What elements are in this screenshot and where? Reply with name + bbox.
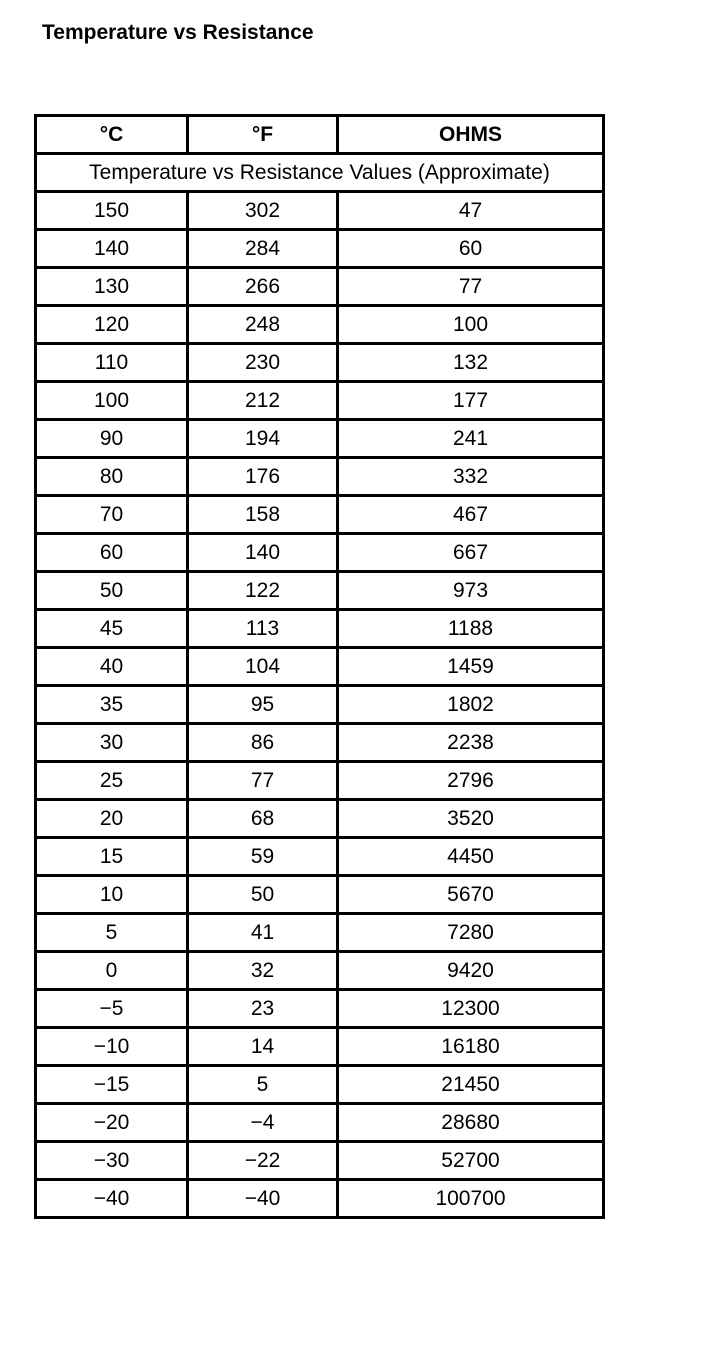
table-row (36, 876, 604, 914)
table-caption: Temperature vs Resistance Values (Approximate) (36, 154, 604, 192)
temperature-resistance-table (34, 114, 605, 1219)
cell-fahrenheit: 50 (188, 876, 338, 914)
table-row (36, 420, 604, 458)
cell-ohms: 9420 (338, 952, 604, 990)
cell-ohms: 467 (338, 496, 604, 534)
cell-celsius: 120 (36, 306, 188, 344)
cell-celsius: 15 (36, 838, 188, 876)
cell-celsius: 150 (36, 192, 188, 230)
cell-fahrenheit: 32 (188, 952, 338, 990)
cell-celsius: 70 (36, 496, 188, 534)
cell-ohms: 100700 (338, 1180, 604, 1218)
cell-celsius: −40 (36, 1180, 188, 1218)
cell-fahrenheit: 59 (188, 838, 338, 876)
cell-celsius: 20 (36, 800, 188, 838)
cell-ohms: 28680 (338, 1104, 604, 1142)
cell-fahrenheit: 95 (188, 686, 338, 724)
cell-fahrenheit: 176 (188, 458, 338, 496)
cell-ohms: 1459 (338, 648, 604, 686)
cell-fahrenheit: −22 (188, 1142, 338, 1180)
table-row (36, 914, 604, 952)
table-row (36, 990, 604, 1028)
cell-fahrenheit: −4 (188, 1104, 338, 1142)
cell-fahrenheit: 266 (188, 268, 338, 306)
cell-fahrenheit: 122 (188, 572, 338, 610)
table-row (36, 268, 604, 306)
cell-celsius: 60 (36, 534, 188, 572)
cell-celsius: 90 (36, 420, 188, 458)
table-row (36, 496, 604, 534)
cell-fahrenheit: 41 (188, 914, 338, 952)
cell-ohms: 47 (338, 192, 604, 230)
cell-celsius: 130 (36, 268, 188, 306)
table-row (36, 534, 604, 572)
cell-celsius: −10 (36, 1028, 188, 1066)
cell-fahrenheit: −40 (188, 1180, 338, 1218)
cell-fahrenheit: 86 (188, 724, 338, 762)
table-row (36, 1104, 604, 1142)
cell-fahrenheit: 284 (188, 230, 338, 268)
table-row (36, 648, 604, 686)
cell-ohms: 12300 (338, 990, 604, 1028)
cell-fahrenheit: 194 (188, 420, 338, 458)
cell-fahrenheit: 248 (188, 306, 338, 344)
cell-celsius: −20 (36, 1104, 188, 1142)
cell-celsius: 45 (36, 610, 188, 648)
cell-celsius: 35 (36, 686, 188, 724)
cell-fahrenheit: 140 (188, 534, 338, 572)
cell-celsius: 0 (36, 952, 188, 990)
cell-celsius: 50 (36, 572, 188, 610)
cell-ohms: 241 (338, 420, 604, 458)
cell-fahrenheit: 104 (188, 648, 338, 686)
table-row (36, 230, 604, 268)
table-row (36, 1180, 604, 1218)
cell-ohms: 52700 (338, 1142, 604, 1180)
cell-ohms: 2238 (338, 724, 604, 762)
header-fahrenheit: °F (188, 116, 338, 154)
table-row (36, 724, 604, 762)
cell-ohms: 3520 (338, 800, 604, 838)
cell-celsius: 140 (36, 230, 188, 268)
cell-celsius: 100 (36, 382, 188, 420)
table-row (36, 610, 604, 648)
cell-fahrenheit: 23 (188, 990, 338, 1028)
page-title: Temperature vs Resistance (42, 21, 314, 44)
caption-row (36, 154, 604, 192)
cell-ohms: 5670 (338, 876, 604, 914)
table-row (36, 762, 604, 800)
cell-ohms: 1188 (338, 610, 604, 648)
cell-ohms: 132 (338, 344, 604, 382)
cell-ohms: 973 (338, 572, 604, 610)
cell-celsius: 10 (36, 876, 188, 914)
cell-fahrenheit: 158 (188, 496, 338, 534)
table-row (36, 800, 604, 838)
cell-ohms: 1802 (338, 686, 604, 724)
table-body (36, 192, 604, 1218)
cell-celsius: 25 (36, 762, 188, 800)
table-row (36, 952, 604, 990)
cell-ohms: 60 (338, 230, 604, 268)
table-row (36, 1028, 604, 1066)
cell-ohms: 100 (338, 306, 604, 344)
table-row (36, 686, 604, 724)
table-row (36, 1066, 604, 1104)
header-ohms: OHMS (338, 116, 604, 154)
cell-fahrenheit: 14 (188, 1028, 338, 1066)
table-row (36, 572, 604, 610)
table-row (36, 838, 604, 876)
cell-celsius: −15 (36, 1066, 188, 1104)
cell-fahrenheit: 230 (188, 344, 338, 382)
cell-ohms: 16180 (338, 1028, 604, 1066)
cell-celsius: 80 (36, 458, 188, 496)
cell-ohms: 7280 (338, 914, 604, 952)
table-row (36, 1142, 604, 1180)
cell-ohms: 667 (338, 534, 604, 572)
cell-celsius: 5 (36, 914, 188, 952)
cell-celsius: −30 (36, 1142, 188, 1180)
cell-celsius: 40 (36, 648, 188, 686)
header-row (36, 116, 604, 154)
table-row (36, 192, 604, 230)
cell-fahrenheit: 113 (188, 610, 338, 648)
cell-ohms: 77 (338, 268, 604, 306)
cell-ohms: 177 (338, 382, 604, 420)
table-row (36, 306, 604, 344)
table-row (36, 344, 604, 382)
cell-celsius: 30 (36, 724, 188, 762)
cell-fahrenheit: 212 (188, 382, 338, 420)
cell-ohms: 21450 (338, 1066, 604, 1104)
cell-fahrenheit: 302 (188, 192, 338, 230)
cell-fahrenheit: 68 (188, 800, 338, 838)
cell-celsius: 110 (36, 344, 188, 382)
cell-fahrenheit: 5 (188, 1066, 338, 1104)
table-row (36, 458, 604, 496)
cell-celsius: −5 (36, 990, 188, 1028)
cell-fahrenheit: 77 (188, 762, 338, 800)
cell-ohms: 2796 (338, 762, 604, 800)
table-row (36, 382, 604, 420)
cell-ohms: 4450 (338, 838, 604, 876)
header-celsius: °C (36, 116, 188, 154)
cell-ohms: 332 (338, 458, 604, 496)
